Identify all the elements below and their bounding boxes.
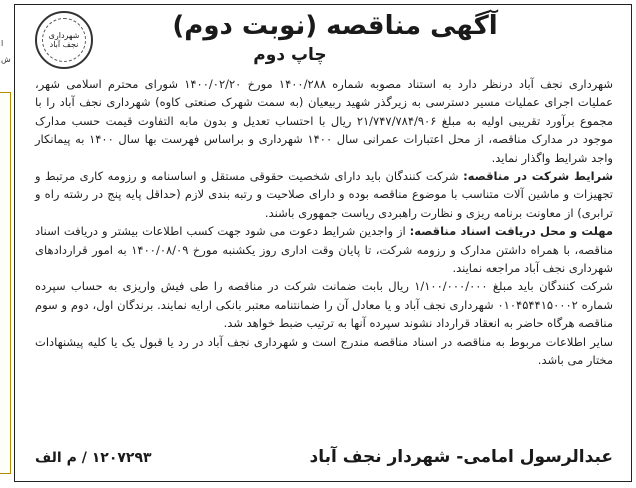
logo-seal [42, 18, 86, 62]
adjacent-page-strip [0, 0, 14, 488]
conditions-heading: شرایط شرکت در مناقصه: [463, 169, 613, 184]
paragraph-conditions [35, 167, 613, 222]
strip-fragment: ش [1, 55, 11, 64]
paragraph-other-info: سایر اطلاعات مربوط به مناقصه در اسناد مناقصه مندرج است و شهرداری نجف آباد در رد یا قبول یک یا کلیه پیشنهادات مختار می باشد. [35, 334, 613, 368]
tender-notice [14, 4, 632, 482]
municipality-logo [35, 11, 93, 69]
deadline-heading: مهلت و محل دریافت اسناد مناقصه: [409, 224, 613, 239]
logo-text-line1: شهرداری [48, 30, 80, 40]
notice-title: آگهی مناقصه (نوبت دوم) [172, 11, 498, 41]
paragraph-deadline [35, 222, 613, 277]
adjacent-ad-border [0, 92, 11, 474]
paragraph-intro: شهرداری نجف آباد درنظر دارد به استناد مصوبه شماره ۱۴۰۰/۲۸۸ مورخ ۱۴۰۰/۰۲/۲۰ شورای محترم اسلامی شهر، عملیات اجرای عملیات مسیر دسترسی به زیرگذر شهید ربیعیان (به سمت شهرک صنعتی کاوه) شهرداری نجف آباد را با مجموع برآورد تقریبی اولیه به مبلغ ۲۱/۷۴۷/۷۸۴/۹۰۶ ریال با احتساب تعدیل و بدون مابه التفاوت قیمت حسب مدارک موجود در مدارک مناقصه، از محل اعتبارات عمرانی سال ۱۴۰۰ شهرداری و براساس فهرست بها سال ۱۴۰۰ به پیمانکار واجد شرایط واگذار نماید. [35, 77, 614, 165]
notice-code: ۱۲۰۷۲۹۳ / م الف [35, 450, 152, 466]
notice-body [35, 75, 613, 370]
strip-fragment: ا [1, 39, 4, 48]
paragraph-guarantee: شرکت کنندگان باید مبلغ ۱/۱۰۰/۰۰۰/۰۰۰ ریال بابت ضمانت شرکت در مناقصه را طی فیش واریزی به حساب سپرده شماره ۰۱۰۴۵۴۴۱۵۰۰۰۲ شهرداری نجف آباد و یا معادل آن را ضمانتنامه معتبر بانکی ارایه نمایند. برندگان اول، دوم و سوم مناقصه هرگاه حاضر به انعقاد قرارداد نشوند سپرده آنها به ترتیب ضبط خواهد شد. [35, 279, 614, 331]
print-edition-tag: چاپ دوم [235, 45, 345, 65]
conditions-text: شرکت کنندگان باید دارای شخصیت حقوقی مستقل و اساسنامه و رزومه کاری مرتبط و تجهیزات و ماشین آلات متناسب با موضوع مناقصه بوده و دارای صلاحیت و رتبه بندی لازم (حداقل پایه پنج در رشته راه و ترابری) از معاونت برنامه ریزی و نظارت راهبردی ریاست جمهوری باشند. [35, 169, 613, 220]
deadline-text: از واجدین شرایط دعوت می شود جهت کسب اطلاعات بیشتر و دریافت اسناد مناقصه، با همراه داشتن مدارک و رزومه شرکت، تا پایان وقت اداری روز یکشنبه مورخ ۱۴۰۰/۰۸/۰۹ به امور قراردادهای شهرداری نجف آباد مراجعه نمایند. [35, 224, 613, 276]
notice-footer [35, 447, 613, 473]
logo-text-line2: نجف آباد [49, 40, 79, 49]
mayor-signature: عبدالرسول امامی- شهردار نجف آباد [309, 447, 613, 467]
